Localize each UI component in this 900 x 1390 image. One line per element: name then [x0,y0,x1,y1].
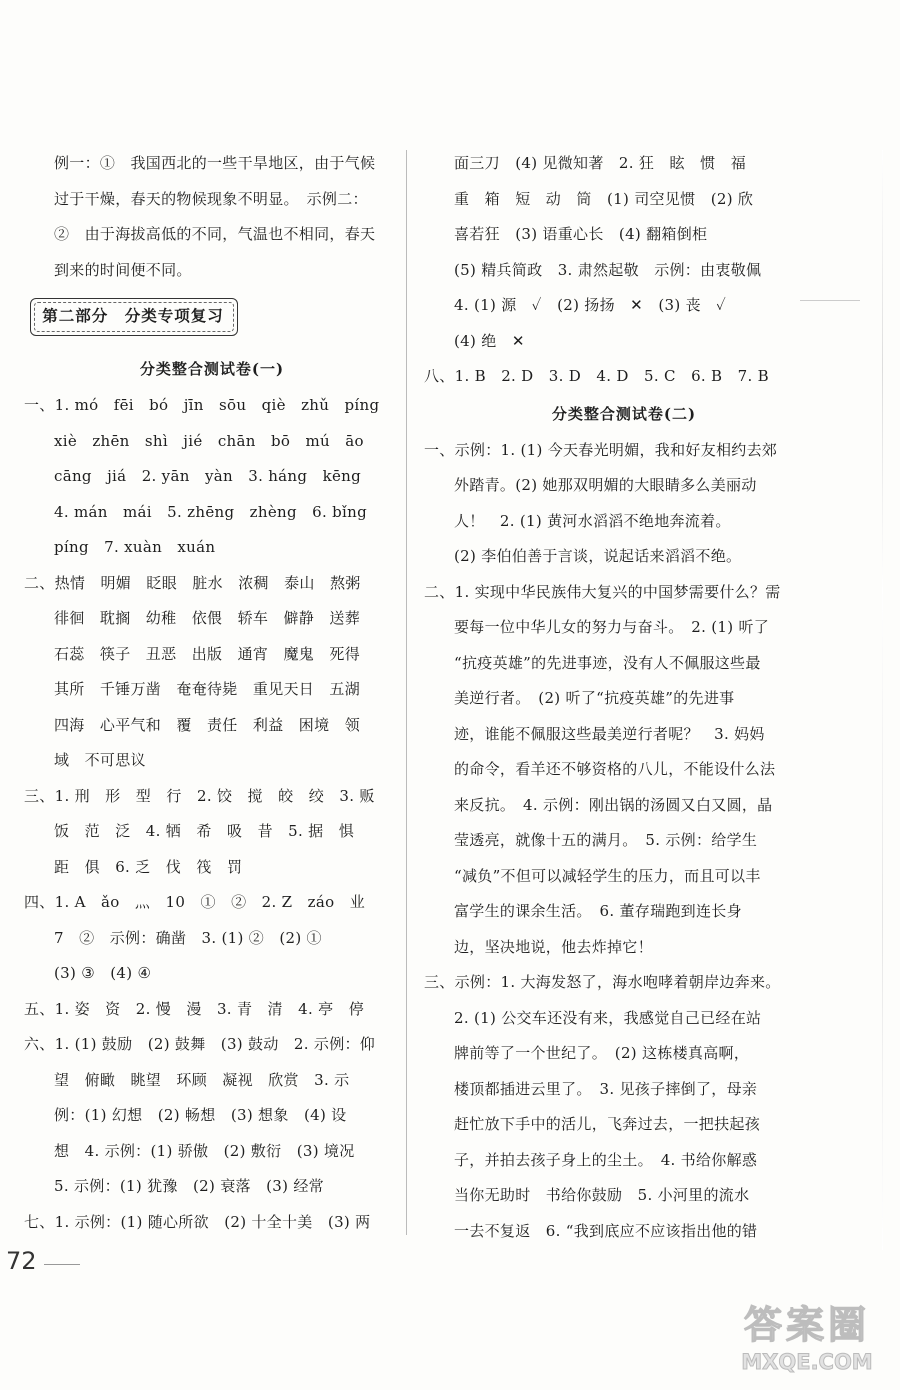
answer-line: 外踏青。(2) 她那双明媚的大眼睛多么美丽动 [454,476,757,494]
answer-line: 其所 千锤万凿 奄奄待毙 重见天日 五湖 [54,680,361,698]
answer-line: 面三刀 (4) 见微知著 2. 狂 眩 惯 福 [454,154,746,172]
answer-line: 美逆行者。 (2) 听了“抗疫英雄”的先进事 [454,689,735,707]
answer-line: 四海 心平气和 覆 责任 利益 困境 领 [54,715,361,734]
answer-line: 饭 范 泛 4. 牺 希 吸 昔 5. 据 惧 [54,822,355,840]
answer-line: 想 4. 示例：(1) 骄傲 (2) 敷衍 (3) 境况 [54,1141,355,1160]
answer-line: píng 7. xuàn xuán [54,538,216,556]
answer-line: 7 ② 示例：确凿 3. (1) ② (2) ① [54,928,322,947]
right-intro-lines [424,146,824,395]
left-column [24,146,400,1240]
test-title-1: 分类整合测试卷(一) [139,360,285,378]
answer-line: ② 由于海拔高低的不同，气温也不相同，春天 [54,225,376,243]
watermark-url: MXQE.COM [741,1350,873,1374]
answer-line: 六、1. (1) 鼓励 (2) 鼓舞 (3) 鼓动 2. 示例：仰 [24,1035,376,1053]
answer-line: 富学生的课余生活。 6. 董存瑞跑到连长身 [454,902,742,920]
answer-line: 三、示例：1. 大海发怒了，海水咆哮着朝岸边奔来。 [424,973,781,991]
answer-line: 二、热情 明媚 眨眼 脏水 浓稠 泰山 熬粥 [24,573,361,592]
watermark [722,1300,892,1380]
answer-line: 要每一位中华儿女的努力与奋斗。 2. (1) 听了 [454,618,770,636]
left-intro-lines [24,146,400,288]
answer-line: 徘徊 耽搁 幼稚 依偎 轿车 僻静 送葬 [54,609,361,627]
page-number-rule [44,1264,80,1265]
answer-line: 莹透亮，就像十五的满月。 5. 示例：给学生 [454,831,758,849]
answer-line: 牌前等了一个世纪了。 (2) 这栋楼真高啊， [454,1044,750,1062]
answer-line: 5. 示例：(1) 犹豫 (2) 衰落 (3) 经常 [54,1177,324,1195]
answer-line: 重 箱 短 动 筒 (1) 司空见惯 (2) 欣 [454,189,754,208]
answer-line: 来反抗。 4. 示例：刚出锅的汤圆又白又圆，晶 [454,795,773,814]
answer-line: 过于干燥，春天的物候现象不明显。 示例二： [54,189,368,208]
answer-line: cāng jiá 2. yān yàn 3. háng kēng [54,467,362,485]
answer-line: (4) 绝 ✕ [454,331,525,350]
answer-line: 楼顶都插进云里了。 3. 见孩子摔倒了，母亲 [454,1079,758,1098]
answer-line: 2. (1) 公交车还没有来，我感觉自己已经在站 [454,1008,762,1027]
answer-line: 一、1. mó fēi bó jīn sōu qiè zhǔ píng [24,396,380,414]
answer-line: 四、1. A ǎo 灬 10 ① ② 2. Z záo 业 [24,893,366,911]
answer-line: 当你无助时 书给你鼓励 5. 小河里的流水 [454,1186,750,1204]
scan-edge [882,150,883,1250]
answer-line: 喜若狂 (3) 语重心长 (4) 翻箱倒柜 [454,225,708,243]
answer-line: 三、1. 刑 形 型 行 2. 饺 搅 皎 绞 3. 贩 [24,786,375,805]
right-column [424,146,824,1249]
answer-line: 域 不可思议 [54,751,146,769]
answer-line: 一、示例：1. (1) 今天春光明媚，我和好友相约去郊 [424,440,778,459]
answer-line: 八、1. B 2. D 3. D 4. D 5. C 6. B 7. B [424,367,769,385]
answer-line: 五、1. 姿 资 2. 慢 漫 3. 青 清 4. 亭 停 [24,999,365,1018]
page-number: 72 [6,1247,37,1275]
section-title: 第二部分 分类专项复习 [42,307,224,325]
answer-line: 距 俱 6. 乏 伐 筏 罚 [54,857,243,876]
answer-line: “减负”不但可以减轻学生的压力，而且可以丰 [454,866,761,885]
right-answer-lines [424,433,824,1250]
answer-line: 的命令，看羊还不够资格的八儿，不能设什么法 [454,760,776,778]
column-divider [406,150,407,1235]
answer-line: 例一：① 我国西北的一些干旱地区，由于气候 [54,154,376,172]
answer-line: 人！ 2. (1) 黄河水滔滔不绝地奔流着。 [454,511,731,530]
answer-line: xiè zhēn shì jié chān bō mú āo [54,431,364,450]
section-banner [30,294,240,342]
answer-line: 七、1. 示例：(1) 随心所欲 (2) 十全十美 (3) 两 [24,1212,371,1231]
left-answer-lines [24,388,400,1240]
answer-line: 4. (1) 源 ✓ (2) 扬扬 ✕ (3) 丧 ✓ [454,296,727,314]
answer-line: 迹，谁能不佩服这些最美逆行者呢？ 3. 妈妈 [454,724,765,743]
answer-line: 一去不复返 6. “我到底应不应该指出他的错 [454,1221,758,1240]
answer-line: (5) 精兵简政 3. 肃然起敬 示例：由衷敬佩 [454,260,762,279]
answer-line: 赶忙放下手中的活儿，飞奔过去，一把扶起孩 [454,1115,761,1133]
answer-line: 边，坚决地说，他去炸掉它！ [454,937,653,956]
answer-line: 4. mán mái 5. zhēng zhèng 6. bǐng [54,502,367,521]
answer-line: 到来的时间便不同。 [54,260,192,279]
answer-line: 二、1. 实现中华民族伟大复兴的中国梦需要什么？需 [424,582,781,601]
answer-line: (2) 李伯伯善于言谈，说起话来滔滔不绝。 [454,547,742,565]
test-title-2: 分类整合测试卷(二) [551,404,697,423]
answer-line: 石蕊 筷子 丑恶 出版 通宵 魔鬼 死得 [54,644,361,663]
watermark-logo: 答案圈 [743,1303,870,1347]
answer-line: 望 俯瞰 眺望 环顾 凝视 欣赏 3. 示 [54,1070,350,1089]
answer-line: (3) ③ (4) ④ [54,964,152,982]
answer-line: “抗疫英雄”的先进事迹，没有人不佩服这些最 [454,653,761,672]
answer-line: 例：(1) 幻想 (2) 畅想 (3) 想象 (4) 设 [54,1106,347,1124]
answer-line: 子，并拍去孩子身上的尘土。 4. 书给你解惑 [454,1150,758,1169]
